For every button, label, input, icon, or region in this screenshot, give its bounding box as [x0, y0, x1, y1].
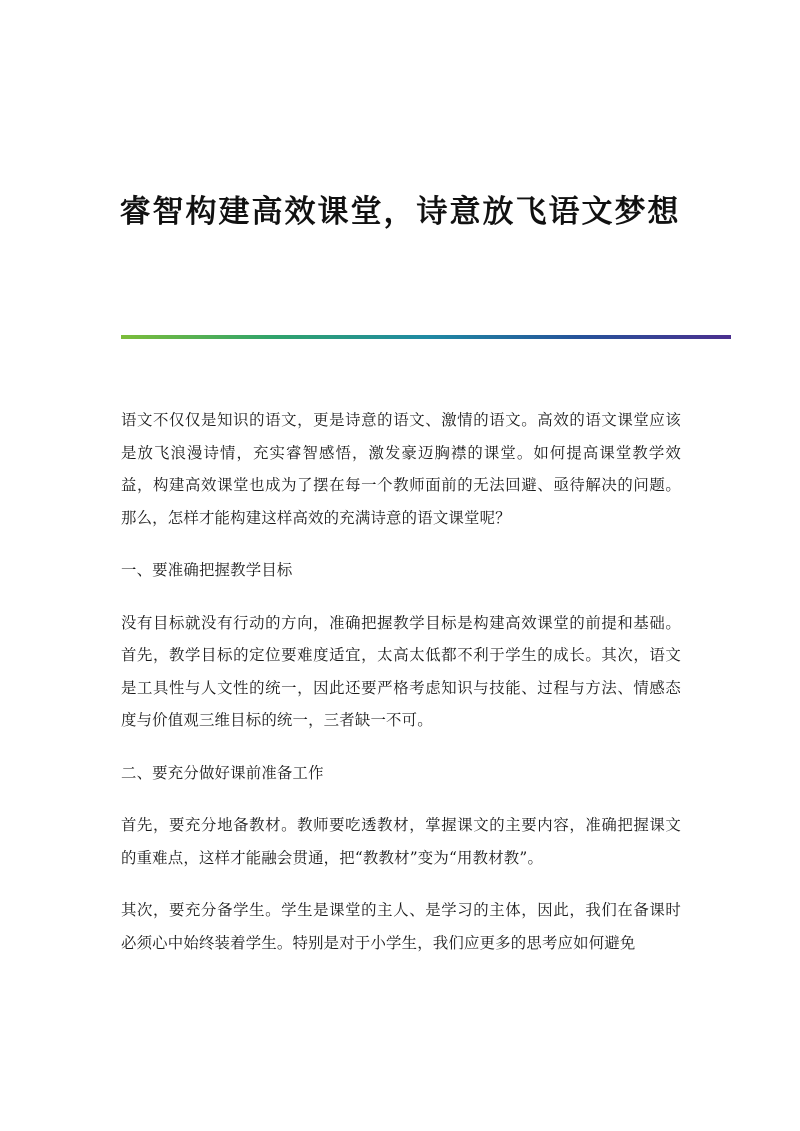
section-heading-2: 二、要充分做好课前准备工作: [121, 763, 324, 782]
document-body: [121, 404, 681, 979]
section-2-paragraph-1: 首先，要充分地备教材。教师要吃透教材，掌握课文的主要内容，准确把握课文的重难点，这样才能融会贯通，把“教教材”变为“用教材教”。: [121, 816, 681, 867]
page-title: 睿智构建高效课堂，诗意放飞语文梦想: [119, 194, 681, 230]
intro-paragraph: 语文不仅仅是知识的语文，更是诗意的语文、激情的语文。高效的语文课堂应该是放飞浪漫诗情，充实睿智感悟，激发豪迈胸襟的课堂。如何提高课堂教学效益，构建高效课堂也成为了摆在每一个教师面前的无法回避、亟待解决的问题。那么，怎样才能构建这样高效的充满诗意的语文课堂呢？: [121, 411, 681, 527]
section-2-paragraph-2: 其次，要充分备学生。学生是课堂的主人、是学习的主体，因此，我们在备课时必须心中始终装着学生。特别是对于小学生，我们应更多的思考应如何避免: [121, 901, 681, 952]
section-1-paragraph: 没有目标就没有行动的方向，准确把握教学目标是构建高效课堂的前提和基础。首先，教学目标的定位要难度适宜，太高太低都不利于学生的成长。其次，语文是工具性与人文性的统一，因此还要严格考虑知识与技能、过程与方法、情感态度与价值观三维目标的统一，三者缺一不可。: [121, 613, 681, 729]
section-heading-1: 一、要准确把握教学目标: [121, 561, 293, 579]
gradient-divider: [121, 335, 731, 339]
